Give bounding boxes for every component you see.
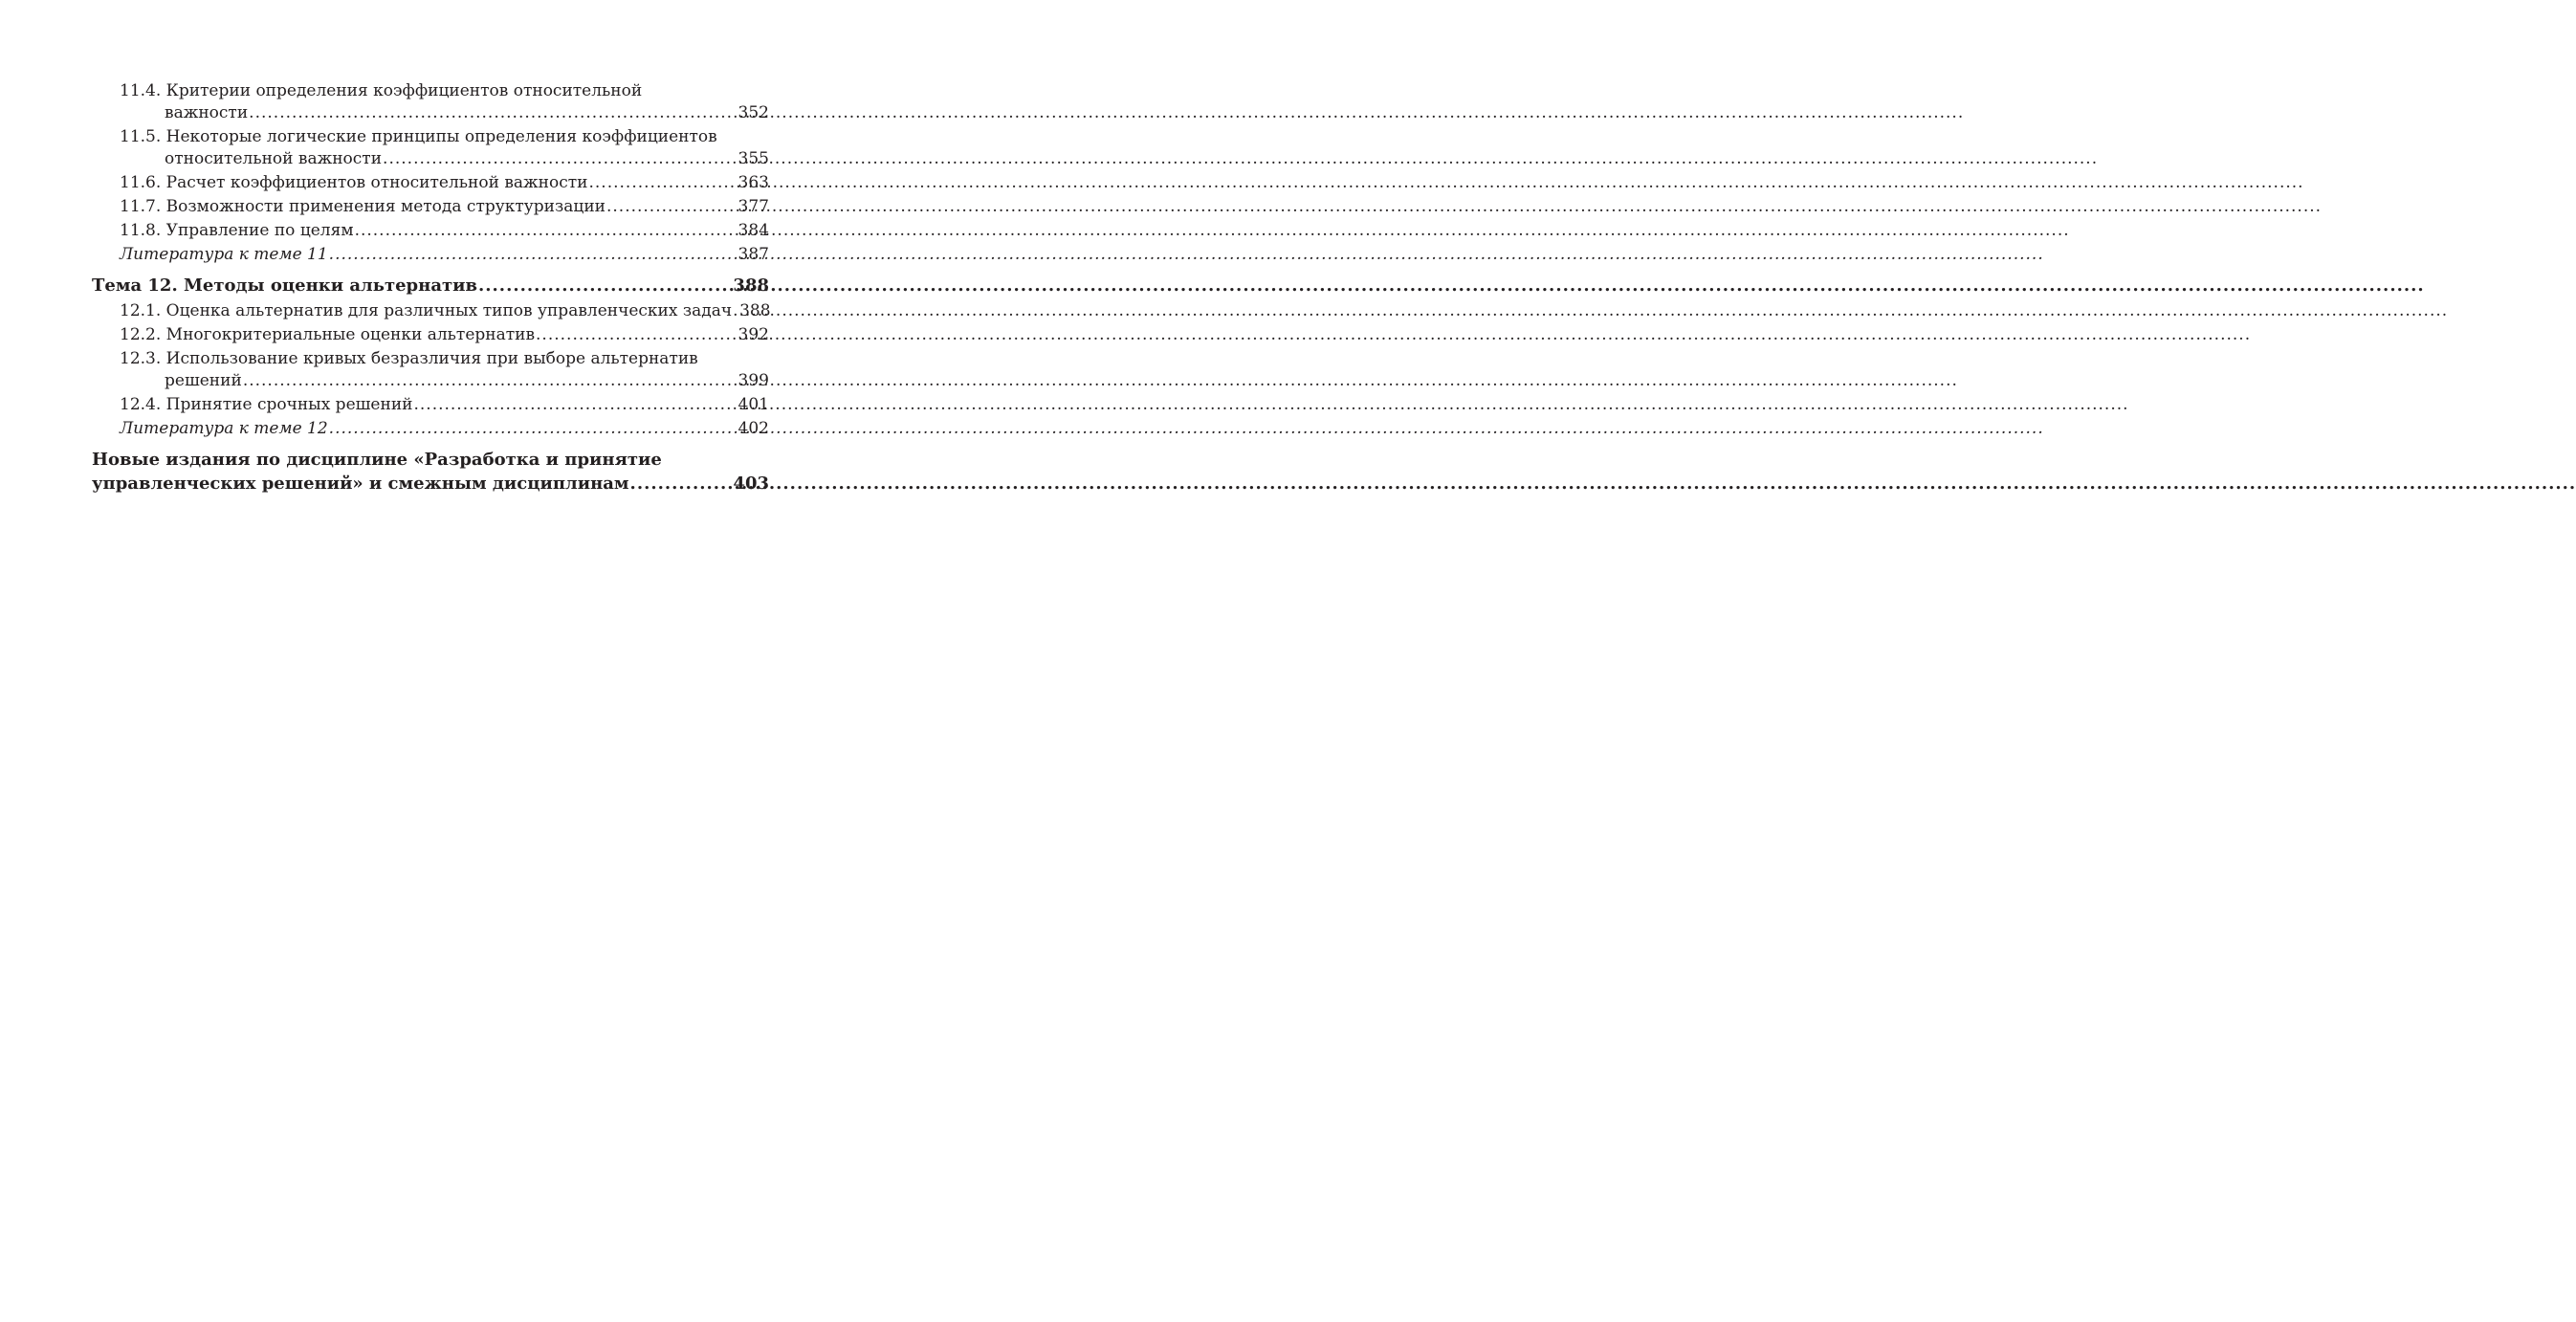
book-page [0, 0, 861, 1322]
dot-leader [329, 418, 738, 440]
toc-entry-12-4[interactable] [92, 394, 769, 416]
toc-entry-title-continued: важности [165, 103, 249, 122]
dot-leader [249, 102, 737, 124]
toc-entry-title: 11.8. Управление по целям [120, 221, 354, 240]
toc-entry-title: 12.1. Оценка альтернатив для различных типов управленческих задач [120, 301, 733, 320]
toc-entry-12-3[interactable] [92, 348, 769, 392]
dot-leader [630, 472, 733, 496]
dot-leader [355, 220, 738, 242]
toc-entry-title: 11.7. Возможности применения метода структуризации [120, 197, 605, 216]
toc-page-number: 399 [738, 371, 769, 390]
dot-leader [733, 300, 738, 322]
table-of-contents [92, 80, 769, 496]
toc-entry-title: 12.3. Использование кривых безразличия при выборе альтернатив [120, 349, 698, 368]
toc-entry-12-1[interactable] [92, 300, 769, 322]
toc-page-number: 352 [738, 103, 769, 122]
toc-page-number: 392 [738, 325, 769, 344]
toc-entry-title: Литература к теме 12 [120, 419, 328, 438]
toc-page-number: 387 [738, 245, 769, 264]
toc-page-number: 402 [738, 419, 769, 438]
toc-entry-title: 11.4. Критерии определения коэффициентов относительной [120, 81, 643, 100]
toc-entry-title: 11.5. Некоторые логические принципы определения коэффициентов [120, 127, 717, 146]
toc-entry-11-7[interactable] [92, 196, 769, 218]
toc-entry-12-2[interactable] [92, 324, 769, 346]
toc-page-number: 384 [738, 221, 769, 240]
dot-leader [413, 394, 737, 416]
toc-entry-11-6[interactable] [92, 172, 769, 194]
toc-entry-title-continued: решений [165, 371, 242, 390]
toc-page-number: 403 [733, 474, 769, 494]
dot-leader [606, 196, 738, 218]
toc-entry-literature-11[interactable] [92, 244, 769, 266]
toc-page-number: 388 [733, 275, 769, 296]
dot-leader [478, 275, 732, 297]
toc-page-number: 401 [738, 395, 769, 414]
toc-topic-title: Тема 12. Методы оценки альтернатив [92, 275, 477, 296]
toc-entry-11-8[interactable] [92, 220, 769, 242]
toc-entry-11-4[interactable] [92, 80, 769, 124]
toc-new-editions[interactable] [92, 448, 769, 496]
toc-entry-title: Литература к теме 11 [120, 245, 328, 264]
dot-leader [329, 244, 738, 266]
toc-entry-11-5[interactable] [92, 126, 769, 170]
toc-entry-title: 12.2. Многокритериальные оценки альтернатив [120, 325, 536, 344]
dot-leader [243, 370, 738, 392]
toc-section-title: Новые издания по дисциплине «Разработка и принятие [92, 450, 662, 470]
toc-section-title-continued: управленческих решений» и смежным дисциплинам [92, 474, 629, 494]
toc-topic-12[interactable] [92, 275, 769, 297]
dot-leader [536, 324, 738, 346]
toc-entry-title-continued: относительной важности [165, 149, 383, 168]
toc-page-number: 363 [738, 173, 769, 192]
toc-page-number: 388 [739, 301, 771, 320]
dot-leader [589, 172, 738, 194]
toc-page-number: 355 [738, 149, 769, 168]
toc-entry-literature-12[interactable] [92, 418, 769, 440]
toc-page-number: 377 [738, 197, 769, 216]
dot-leader [383, 148, 738, 170]
toc-entry-title: 12.4. Принятие срочных решений [120, 395, 413, 414]
toc-entry-title: 11.6. Расчет коэффициентов относительной важности [120, 173, 588, 192]
